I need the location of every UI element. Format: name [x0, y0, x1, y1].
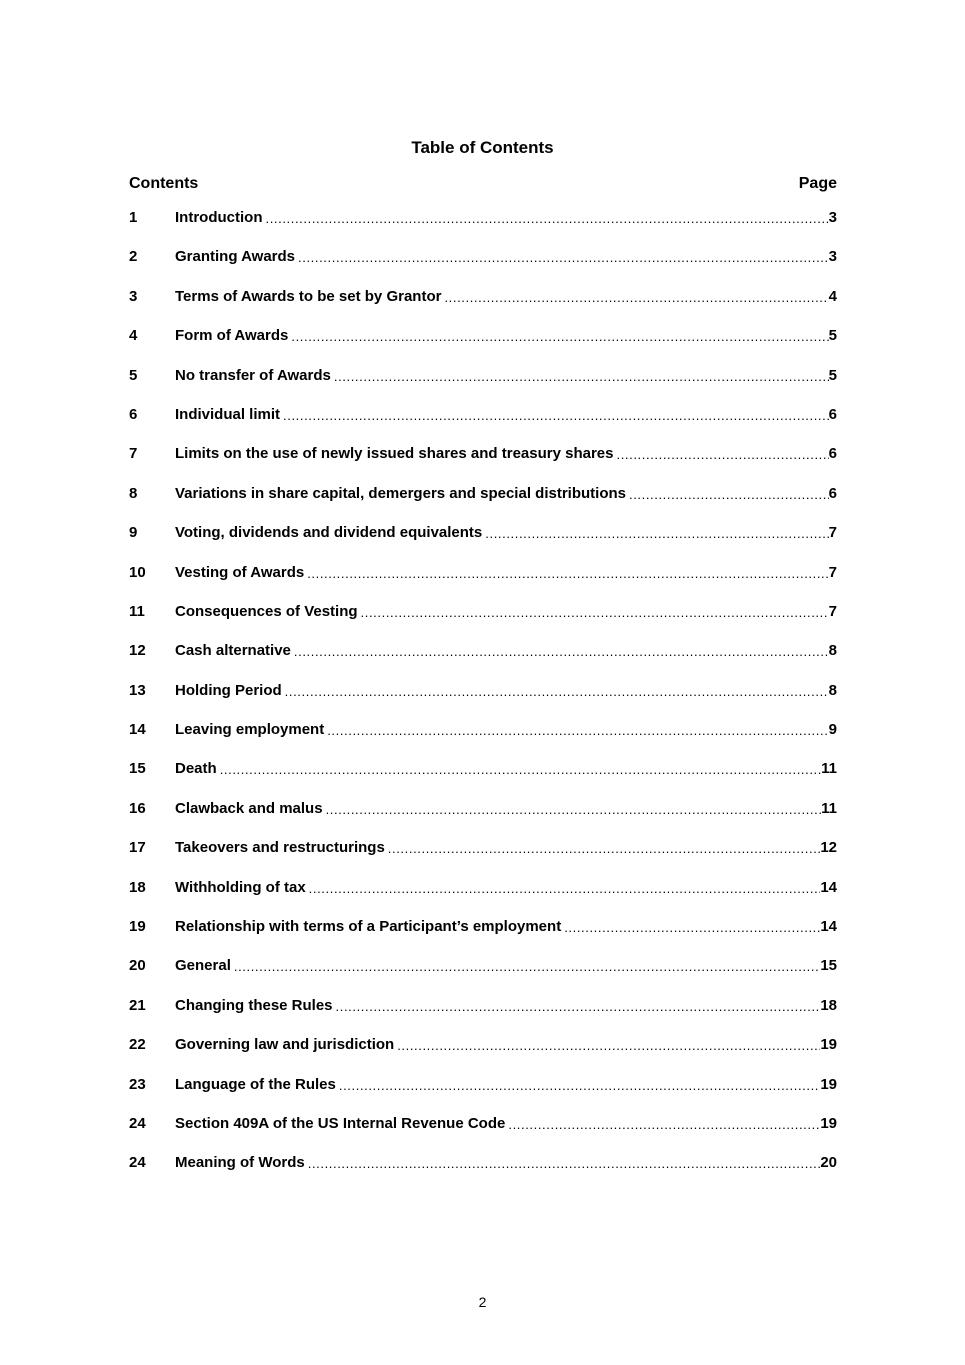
- dot-leader: [331, 364, 829, 390]
- toc-entry[interactable]: [129, 364, 837, 403]
- toc-entry-number: 24: [129, 1154, 146, 1172]
- toc-entry[interactable]: [129, 521, 837, 560]
- dot-leader: [336, 1073, 820, 1099]
- toc-entry-page[interactable]: 3: [828, 209, 837, 226]
- toc-entry-title[interactable]: Meaning of Words: [175, 1154, 305, 1172]
- toc-entry-number: 23: [129, 1075, 146, 1093]
- toc-entry-number: 7: [129, 445, 138, 463]
- toc-entry-page[interactable]: 6: [828, 484, 837, 502]
- dot-leader: [358, 600, 829, 626]
- toc-entry-title[interactable]: Relationship with terms of a Participant’s employment: [175, 918, 562, 936]
- table-of-contents: [129, 206, 837, 1191]
- toc-entry-title[interactable]: Withholding of tax: [175, 878, 306, 896]
- toc-entry[interactable]: [129, 757, 837, 796]
- toc-entry-page[interactable]: 5: [828, 366, 837, 384]
- toc-entry-page[interactable]: 6: [828, 405, 837, 423]
- dot-leader: [291, 639, 829, 665]
- toc-entry-page[interactable]: 11: [821, 799, 837, 817]
- toc-entry-number: 12: [129, 642, 146, 660]
- toc-entry-number: 9: [129, 524, 138, 542]
- page-label: Page: [798, 175, 837, 192]
- dot-leader: [305, 1151, 821, 1177]
- toc-entry[interactable]: [129, 561, 837, 600]
- toc-entry-title[interactable]: No transfer of Awards: [175, 366, 331, 384]
- dot-leader: [217, 757, 821, 783]
- dot-leader: [385, 836, 821, 862]
- toc-entry[interactable]: [129, 403, 837, 442]
- toc-entry-page[interactable]: 4: [828, 287, 837, 305]
- dot-leader: [288, 324, 828, 350]
- toc-entry[interactable]: [129, 600, 837, 639]
- toc-entry-number: 19: [129, 918, 146, 936]
- toc-entry-title[interactable]: Granting Awards: [175, 248, 296, 266]
- toc-entry[interactable]: [129, 206, 837, 245]
- toc-entry-page[interactable]: 12: [820, 839, 837, 857]
- toc-entry-number: 18: [129, 878, 146, 896]
- toc-entry-title[interactable]: Variations in share capital, demergers and special distributions: [175, 484, 626, 502]
- toc-entry-number: 22: [129, 1036, 146, 1054]
- toc-entry-number: 2: [129, 248, 138, 266]
- dot-leader: [295, 245, 829, 271]
- toc-entry[interactable]: [129, 1073, 837, 1112]
- toc-entry-title[interactable]: Introduction: [175, 209, 263, 226]
- dot-leader: [304, 561, 828, 587]
- toc-entry[interactable]: [129, 245, 837, 284]
- dot-leader: [262, 206, 828, 232]
- toc-entry-number: 8: [129, 484, 138, 502]
- toc-entry-number: 17: [129, 839, 146, 857]
- toc-entry-page[interactable]: 19: [820, 1075, 837, 1093]
- toc-entry-number: 20: [129, 957, 146, 975]
- toc-entry-number: 16: [129, 799, 146, 817]
- toc-entry-number: 15: [129, 760, 146, 778]
- toc-entry[interactable]: [129, 679, 837, 718]
- toc-entry-title[interactable]: Section 409A of the US Internal Revenue Code: [175, 1114, 506, 1132]
- toc-entry-title[interactable]: Takeovers and restructurings: [175, 839, 385, 857]
- dot-leader: [561, 915, 820, 941]
- toc-entry-page[interactable]: 3: [828, 248, 837, 266]
- toc-entry[interactable]: [129, 954, 837, 993]
- toc-entry[interactable]: [129, 836, 837, 875]
- toc-entry-title[interactable]: General: [175, 957, 231, 975]
- toc-entry-title[interactable]: Cash alternative: [175, 642, 291, 660]
- toc-entry-page[interactable]: 8: [828, 642, 837, 660]
- toc-entry-number: 1: [129, 209, 138, 226]
- toc-entry-title[interactable]: Vesting of Awards: [175, 563, 305, 581]
- toc-entry-title[interactable]: Changing these Rules: [175, 996, 333, 1014]
- toc-entry-page[interactable]: 7: [828, 602, 837, 620]
- toc-entry[interactable]: [129, 285, 837, 324]
- toc-entry-title[interactable]: Terms of Awards to be set by Grantor: [175, 287, 442, 305]
- page-title: Table of Contents: [411, 138, 554, 157]
- toc-entry-number: 6: [129, 405, 138, 423]
- toc-entry-page[interactable]: 14: [820, 918, 837, 936]
- toc-entry-page[interactable]: 18: [820, 996, 837, 1014]
- toc-entry-title[interactable]: Language of the Rules: [175, 1075, 336, 1093]
- dot-leader: [282, 679, 829, 705]
- toc-entry-title[interactable]: Form of Awards: [175, 327, 289, 345]
- toc-entry-page[interactable]: 5: [828, 327, 837, 345]
- dot-leader: [280, 403, 829, 429]
- dot-leader: [333, 994, 821, 1020]
- toc-entry[interactable]: [129, 1112, 837, 1151]
- toc-entry-page[interactable]: 7: [828, 563, 837, 581]
- toc-entry-title[interactable]: Limits on the use of newly issued shares and treasury shares: [175, 445, 614, 463]
- dot-leader: [394, 1033, 820, 1059]
- toc-entry-page[interactable]: 19: [820, 1114, 837, 1132]
- toc-entry[interactable]: [129, 442, 837, 481]
- dot-leader: [505, 1112, 820, 1138]
- page-number: 2: [478, 1294, 487, 1310]
- toc-entry-number: 21: [129, 996, 146, 1014]
- toc-entry[interactable]: [129, 1151, 837, 1190]
- toc-entry-page[interactable]: 11: [821, 760, 837, 778]
- toc-entry[interactable]: [129, 1033, 837, 1072]
- dot-leader: [614, 442, 829, 468]
- dot-leader: [306, 876, 821, 902]
- toc-entry[interactable]: [129, 994, 837, 1033]
- toc-entry[interactable]: [129, 482, 837, 521]
- toc-entry-page[interactable]: 6: [828, 445, 837, 463]
- toc-entry-page[interactable]: 9: [828, 721, 837, 739]
- toc-entry-title[interactable]: Consequences of Vesting: [175, 602, 358, 620]
- toc-entry-number: 14: [129, 721, 146, 739]
- toc-entry-number: 10: [129, 563, 146, 581]
- dot-leader: [482, 521, 828, 547]
- toc-entry-page[interactable]: 7: [828, 524, 837, 542]
- toc-entry-title[interactable]: Holding Period: [175, 681, 282, 699]
- toc-entry[interactable]: [129, 639, 837, 678]
- toc-entry[interactable]: [129, 797, 837, 836]
- contents-label: Contents: [129, 175, 199, 192]
- dot-leader: [231, 954, 820, 980]
- toc-entry[interactable]: [129, 915, 837, 954]
- toc-entry-page[interactable]: 8: [828, 681, 837, 699]
- toc-entry-title[interactable]: Clawback and malus: [175, 799, 323, 817]
- toc-entry-page[interactable]: 14: [820, 878, 837, 896]
- toc-entry-number: 3: [129, 287, 138, 305]
- dot-leader: [441, 285, 828, 311]
- toc-entry[interactable]: [129, 718, 837, 757]
- toc-entry[interactable]: [129, 324, 837, 363]
- toc-header: [129, 175, 837, 193]
- toc-entry-page[interactable]: 20: [820, 1154, 837, 1172]
- dot-leader: [323, 797, 822, 823]
- toc-entry-number: 5: [129, 366, 138, 384]
- toc-entry-page[interactable]: 15: [820, 957, 837, 975]
- toc-entry-title[interactable]: Governing law and jurisdiction: [175, 1036, 395, 1054]
- toc-entry-number: 13: [129, 681, 146, 699]
- toc-entry-title[interactable]: Individual limit: [175, 405, 281, 423]
- dot-leader: [626, 482, 829, 508]
- dot-leader: [324, 718, 828, 744]
- toc-entry-title[interactable]: Voting, dividends and dividend equivalents: [175, 524, 483, 542]
- toc-entry-title[interactable]: Death: [175, 760, 217, 778]
- toc-entry-title[interactable]: Leaving employment: [175, 721, 325, 739]
- toc-entry[interactable]: [129, 876, 837, 915]
- toc-entry-page[interactable]: 19: [820, 1036, 837, 1054]
- toc-entry-number: 11: [129, 602, 145, 620]
- toc-entry-number: 24: [129, 1114, 146, 1132]
- toc-entry-number: 4: [129, 327, 138, 345]
